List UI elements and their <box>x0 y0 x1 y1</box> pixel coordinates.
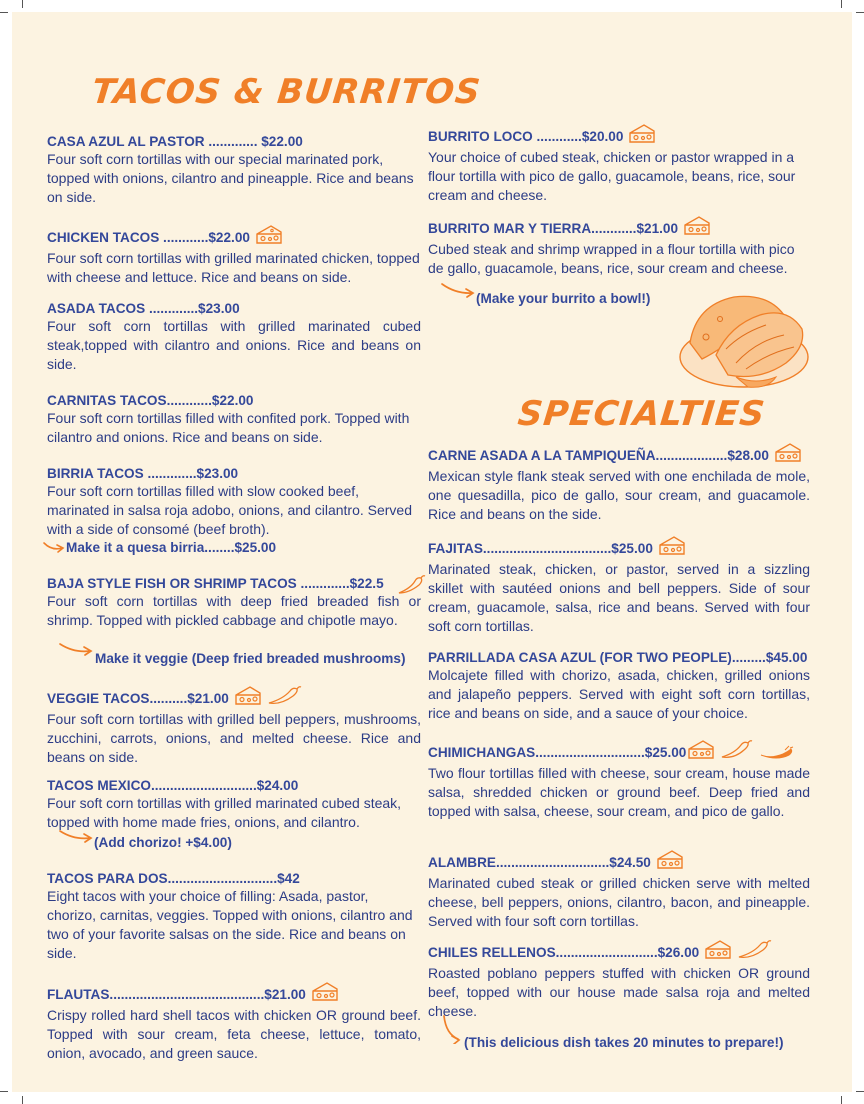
crop-mark <box>856 12 864 13</box>
menu-item-tacos-mexico <box>47 777 421 832</box>
menu-item-casa-azul-al-pastor <box>47 133 421 207</box>
item-description: Marinated cubed steak or grilled chicken serve with melted cheese, bell peppers, onions, cilantro, bacon, and pineapple. Served with four soft corn tortillas. <box>428 875 810 929</box>
item-title-text: BAJA STYLE FISH OR SHRIMP TACOS .............$22.5 <box>47 576 384 591</box>
item-description: Mexican style flank steak served with one enchilada de mole, one quesadilla, pico de gallo, sour cream, and guacamole. Rice and beans on the side. <box>428 468 810 522</box>
item-description: Two flour tortillas filled with cheese, sour cream, house made salsa, shredded chicken or ground beef. Deep fried and topped with salsa, cheese, sour cream, and pico de gallo. <box>428 765 810 819</box>
crop-mark <box>841 0 842 8</box>
item-title-text: FLAUTAS.........................................$21.00 <box>47 987 306 1002</box>
item-title: CASA AZUL AL PASTOR ............. $22.00 <box>47 134 303 149</box>
veggie-note: Make it veggie (Deep fried breaded mushrooms) <box>95 651 406 666</box>
menu-item-carne-asada-tampiquena <box>428 441 810 524</box>
item-title-text: ALAMBRE..............................$24.50 <box>428 855 651 870</box>
item-title-text: CHICKEN TACOS ............$22.00 <box>47 230 250 245</box>
menu-item-chimichangas <box>428 738 810 821</box>
item-title: BIRRIA TACOS .............$23.00 <box>47 466 239 481</box>
cheese-icon <box>628 122 656 148</box>
item-title-text: CHILES RELLENOS...........................$26.00 <box>428 945 700 960</box>
menu-item-parrillada-casa-azul <box>428 649 810 723</box>
item-description: Four soft corn tortillas with grilled marinated chicken, topped with cheese and lettuce. Rice and beans on side. <box>47 250 420 285</box>
item-title <box>47 980 421 1006</box>
menu-page <box>12 12 852 1092</box>
item-description: Molcajete filled with chorizo, asada, chicken, grilled onions and jalapeño peppers. Served with eight soft corn tortillas, rice and beans on side, and a sauce of your choice. <box>428 667 810 721</box>
menu-item-burrito-mar-y-tierra <box>428 214 810 278</box>
item-title <box>47 575 421 592</box>
item-title-text: CHIMICHANGAS.............................$25.00 <box>428 745 687 760</box>
arrow-icon <box>440 1014 464 1044</box>
item-description: Four soft corn tortillas with grilled bell peppers, mushrooms, zucchini, carrots, onions, and melted cheese. Rice and beans on side. <box>47 711 421 765</box>
item-title <box>428 122 810 148</box>
item-title: ASADA TACOS .............$23.00 <box>47 301 240 316</box>
menu-item-chiles-rellenos <box>428 938 810 1021</box>
item-title <box>428 214 810 240</box>
menu-item-carnitas-tacos <box>47 392 421 447</box>
burrito-illustration <box>676 285 812 395</box>
pepper-icon <box>397 575 427 595</box>
item-description: Crispy rolled hard shell tacos with chicken OR ground beef. Topped with sour cream, feta cheese, lettuce, tomato, onion, avocado, and green sauce. <box>47 1007 421 1061</box>
pepper-icon <box>759 744 795 764</box>
item-description: Four soft corn tortillas with grilled marinated cubed steak, topped with home made fries, onions, and cilantro. <box>47 795 402 830</box>
item-title: PARRILLADA CASA AZUL (FOR TWO PEOPLE).........$45.00 <box>428 650 808 665</box>
item-title: TACOS MEXICO............................$24.00 <box>47 778 299 793</box>
menu-item-veggie-tacos <box>47 684 421 767</box>
pepper-icon <box>737 940 773 964</box>
item-description: Marinated steak, chicken, or pastor, served in a sizzling skillet with sautéed onions and bell peppers. Side of sour cream, guacamole, salsa, rice and beans. Served with four soft corn tortillas. <box>428 561 810 634</box>
cheese-icon <box>311 980 339 1006</box>
item-description: Your choice of cubed steak, chicken or pastor wrapped in a flour tortilla with pico de gallo, guacamole, beans, rice, sour cream and cheese. <box>428 149 796 203</box>
item-title <box>428 938 810 964</box>
arrow-icon <box>42 540 66 554</box>
menu-item-burrito-loco <box>428 122 810 205</box>
cheese-icon <box>658 534 686 560</box>
item-title: CARNITAS TACOS............$22.00 <box>47 393 254 408</box>
cheese-icon <box>656 848 684 874</box>
item-description: Four soft corn tortillas filled with slow cooked beef, marinated in salsa roja adobo, onions, and cilantro. Served with a side of consomé (beef broth). <box>47 483 412 537</box>
crop-mark <box>22 0 23 8</box>
menu-item-chicken-tacos <box>47 223 421 287</box>
quesa-birria-note: Make it a quesa birria........$25.00 <box>66 540 277 555</box>
menu-item-baja-style-tacos <box>47 575 421 630</box>
item-title <box>428 441 810 467</box>
item-title-text: CARNE ASADA A LA TAMPIQUEÑA...................$28.00 <box>428 448 769 463</box>
item-description: Roasted poblano peppers stuffed with chicken OR ground beef, topped with our house made salsa roja and melted cheese. <box>428 965 810 1019</box>
prep-time-note: (This delicious dish takes 20 minutes to prepare!) <box>464 1035 784 1050</box>
item-title <box>47 684 421 710</box>
cheese-icon <box>774 441 802 467</box>
item-description: Eight tacos with your choice of filling: Asada, pastor, chorizo, carnitas, veggies. Topped with onions, cilantro and two of your favorite salsas on the side. Rice and beans on side. <box>47 888 413 961</box>
item-title-text: BURRITO LOCO ............$20.00 <box>428 129 624 144</box>
item-title-text: VEGGIE TACOS..........$21.00 <box>47 691 229 706</box>
cheese-icon <box>683 214 711 240</box>
crop-mark <box>841 1096 842 1104</box>
crop-mark <box>22 1096 23 1104</box>
menu-item-alambre <box>428 848 810 931</box>
tacos-burritos-title: TACOS & BURRITOS <box>89 72 483 112</box>
item-description: Four soft corn tortillas with deep fried breaded fish or shrimp. Topped with pickled cabbage and chipotle mayo. <box>47 593 421 628</box>
pepper-icon <box>720 740 754 764</box>
arrow-icon <box>58 640 94 658</box>
cheese-icon <box>234 684 262 710</box>
crop-mark <box>0 12 8 13</box>
cheese-icon <box>687 738 715 764</box>
item-description: Four soft corn tortillas with grilled marinated cubed steak,topped with cilantro and onions. Rice and beans on side. <box>47 318 421 372</box>
item-title-text: BURRITO MAR Y TIERRA............$21.00 <box>428 221 679 236</box>
menu-item-tacos-para-dos <box>47 870 421 963</box>
item-title <box>428 534 810 560</box>
item-description: Cubed steak and shrimp wrapped in a flour tortilla with pico de gallo, guacamole, beans, rice, sour cream and cheese. <box>428 241 795 276</box>
bowl-note: (Make your burrito a bowl!) <box>476 291 651 306</box>
item-title: TACOS PARA DOS.............................$42 <box>47 871 300 886</box>
crop-mark <box>0 1091 8 1092</box>
item-title-text: FAJITAS..................................$25.00 <box>428 541 653 556</box>
specialties-title: SPECIALTIES <box>515 394 768 434</box>
cheese-icon <box>704 938 732 964</box>
menu-item-flautas <box>47 980 421 1063</box>
crop-mark <box>856 1091 864 1092</box>
cheese-icon <box>255 223 283 249</box>
chorizo-note: (Add chorizo! +$4.00) <box>94 835 232 850</box>
pepper-icon <box>267 686 303 710</box>
menu-item-asada-tacos <box>47 300 421 374</box>
arrow-icon <box>440 280 476 300</box>
menu-item-fajitas <box>428 534 810 636</box>
item-title <box>428 738 810 764</box>
item-title <box>428 848 810 874</box>
arrow-icon <box>58 827 94 845</box>
item-description: Four soft corn tortillas filled with confited pork. Topped with cilantro and onions. Rice and beans on side. <box>47 410 410 445</box>
menu-item-birria-tacos <box>47 465 421 539</box>
item-title <box>47 223 421 249</box>
item-description: Four soft corn tortillas with our special marinated pork, topped with onions, cilantro and pineapple. Rice and beans on side. <box>47 151 414 205</box>
